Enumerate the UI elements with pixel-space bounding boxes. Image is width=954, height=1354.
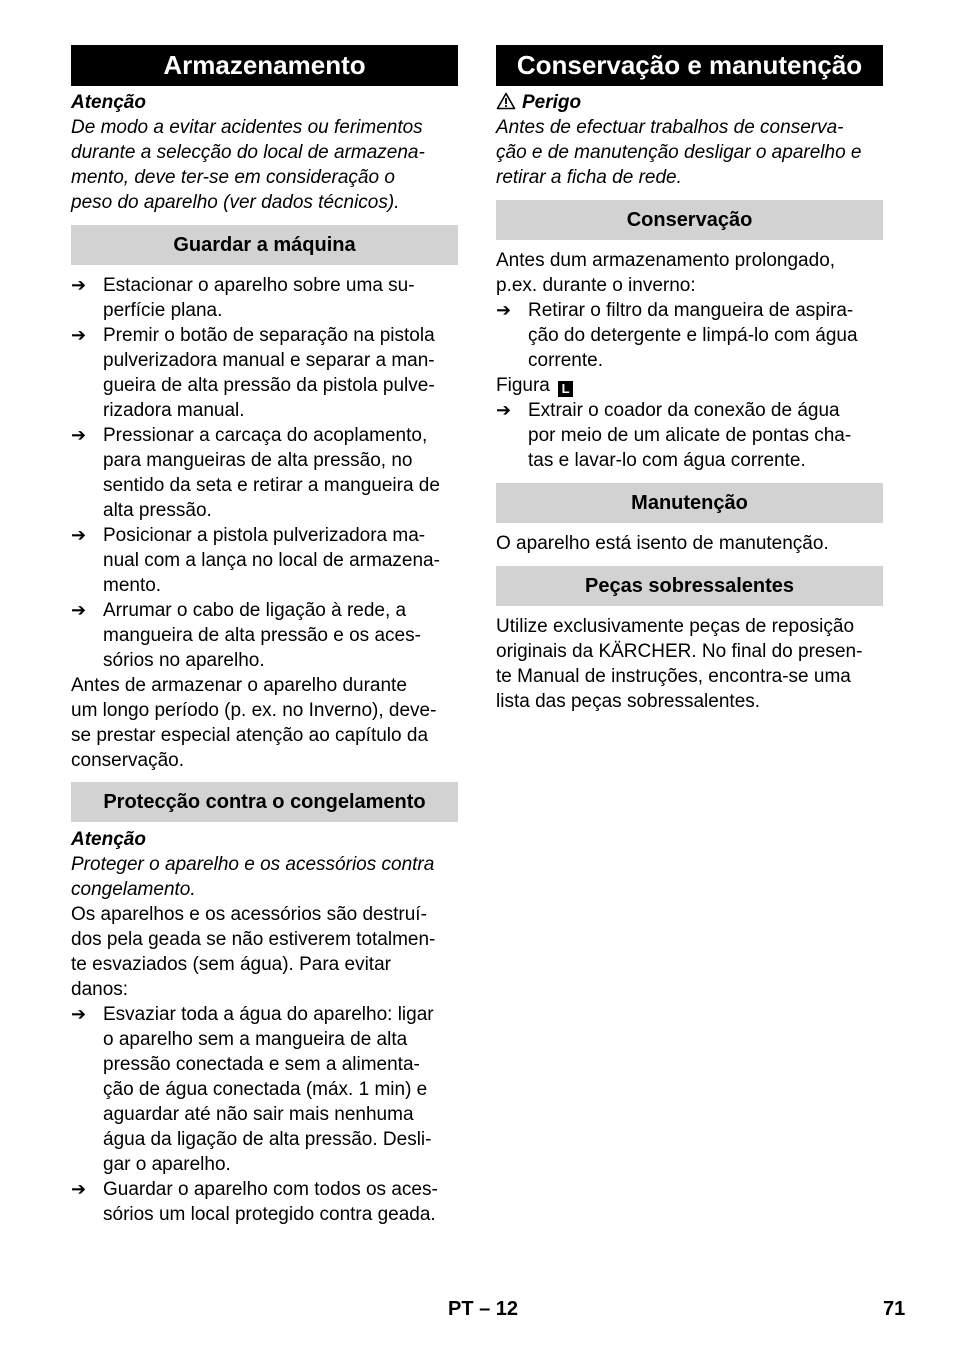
list-item: ➔ Esvaziar toda a água do aparelho: ligar o aparelho sem a mangueira de alta pressão conectada e sem a alimenta- ção de água conectada (máx. 1 min) e aguardar até não sair mais nenhuma água da ligação de alta pressão. Desli- gar o aparelho. xyxy=(71,1004,434,1175)
danger-text: Antes de efectuar trabalhos de conserva- ção e de manutenção desligar o aparelho e retirar a ficha de rede. xyxy=(496,117,862,188)
list-item: ➔ Premir o botão de separação na pistola pulverizadora manual e separar a man- gueira de alta pressão da pistola pulve- rizadora manual. xyxy=(71,325,435,421)
paragraph: Antes dum armazenamento prolongado, p.ex. durante o inverno: xyxy=(496,250,836,296)
figure-reference: Figura L xyxy=(496,373,883,398)
figure-letter-badge: L xyxy=(558,381,573,397)
left-column xyxy=(71,45,458,1227)
arrow-right-icon: ➔ xyxy=(71,425,87,445)
list-item: ➔ Guardar o aparelho com todos os aces- sórios um local protegido contra geada. xyxy=(71,1179,438,1225)
paragraph: Utilize exclusivamente peças de reposição originais da KÄRCHER. No final do presen- te Manual de instruções, encontra-se uma lista das peças sobressalentes. xyxy=(496,616,863,712)
list-item: ➔ Arrumar o cabo de ligação à rede, a mangueira de alta pressão e os aces- sórios no aparelho. xyxy=(71,600,421,671)
list-item: ➔ Estacionar o aparelho sobre uma su- perfície plana. xyxy=(71,275,415,321)
paragraph: O aparelho está isento de manutenção. xyxy=(496,533,829,554)
heading-conservacao: Conservação xyxy=(496,200,883,240)
arrow-right-icon: ➔ xyxy=(496,300,512,320)
list-item: ➔ Posicionar a pistola pulverizadora ma- nual com a lança no local de armazena- mento. xyxy=(71,525,440,596)
arrow-right-icon: ➔ xyxy=(71,600,87,620)
heading-pecas-sobressalentes: Peças sobressalentes xyxy=(496,566,883,606)
paragraph: Antes de armazenar o aparelho durante um longo período (p. ex. no Inverno), deve- se prestar especial atenção ao capítulo da conservação. xyxy=(71,675,437,771)
arrow-right-icon: ➔ xyxy=(71,275,87,295)
section-title-conservacao-manutencao: Conservação e manutenção xyxy=(496,45,883,86)
list-item: ➔ Retirar o filtro da mangueira de aspira- ção do detergente e limpá-lo com água corrente. xyxy=(496,300,858,371)
arrow-right-icon: ➔ xyxy=(71,325,87,345)
arrow-right-icon: ➔ xyxy=(71,1179,87,1199)
right-column xyxy=(496,45,883,714)
caution-label: Atenção xyxy=(71,829,146,850)
heading-proteccao-congelamento: Protecção contra o congelamento xyxy=(71,782,458,822)
arrow-right-icon: ➔ xyxy=(71,1004,87,1024)
section-title-armazenamento: Armazenamento xyxy=(71,45,458,86)
warning-triangle-icon xyxy=(496,90,516,115)
heading-manutencao: Manutenção xyxy=(496,483,883,523)
danger-label: Perigo xyxy=(522,92,582,113)
footer-page-number: 71 xyxy=(883,1298,906,1320)
caution-label: Atenção xyxy=(71,92,146,113)
heading-guardar-maquina: Guardar a máquina xyxy=(71,225,458,265)
caution-text: Proteger o aparelho e os acessórios contra congelamento. xyxy=(71,854,435,900)
danger-label-row xyxy=(496,90,883,115)
paragraph: Os aparelhos e os acessórios são destruí- dos pela geada se não estiverem totalmen- te esvaziados (sem água). Para evitar danos: xyxy=(71,904,436,1000)
list-item: ➔ Extrair o coador da conexão de água por meio de um alicate de pontas cha- tas e lavar-lo com água corrente. xyxy=(496,400,852,471)
footer-page-label: PT – 12 xyxy=(448,1298,519,1320)
arrow-right-icon: ➔ xyxy=(71,525,87,545)
list-item: ➔ Pressionar a carcaça do acoplamento, para mangueiras de alta pressão, no sentido da seta e retirar a mangueira de alta pressão. xyxy=(71,425,440,521)
caution-text: De modo a evitar acidentes ou ferimentos durante a selecção do local de armazena- mento, deve ter-se em consideração o peso do aparelho (ver dados técnicos). xyxy=(71,117,425,213)
arrow-right-icon: ➔ xyxy=(496,400,512,420)
